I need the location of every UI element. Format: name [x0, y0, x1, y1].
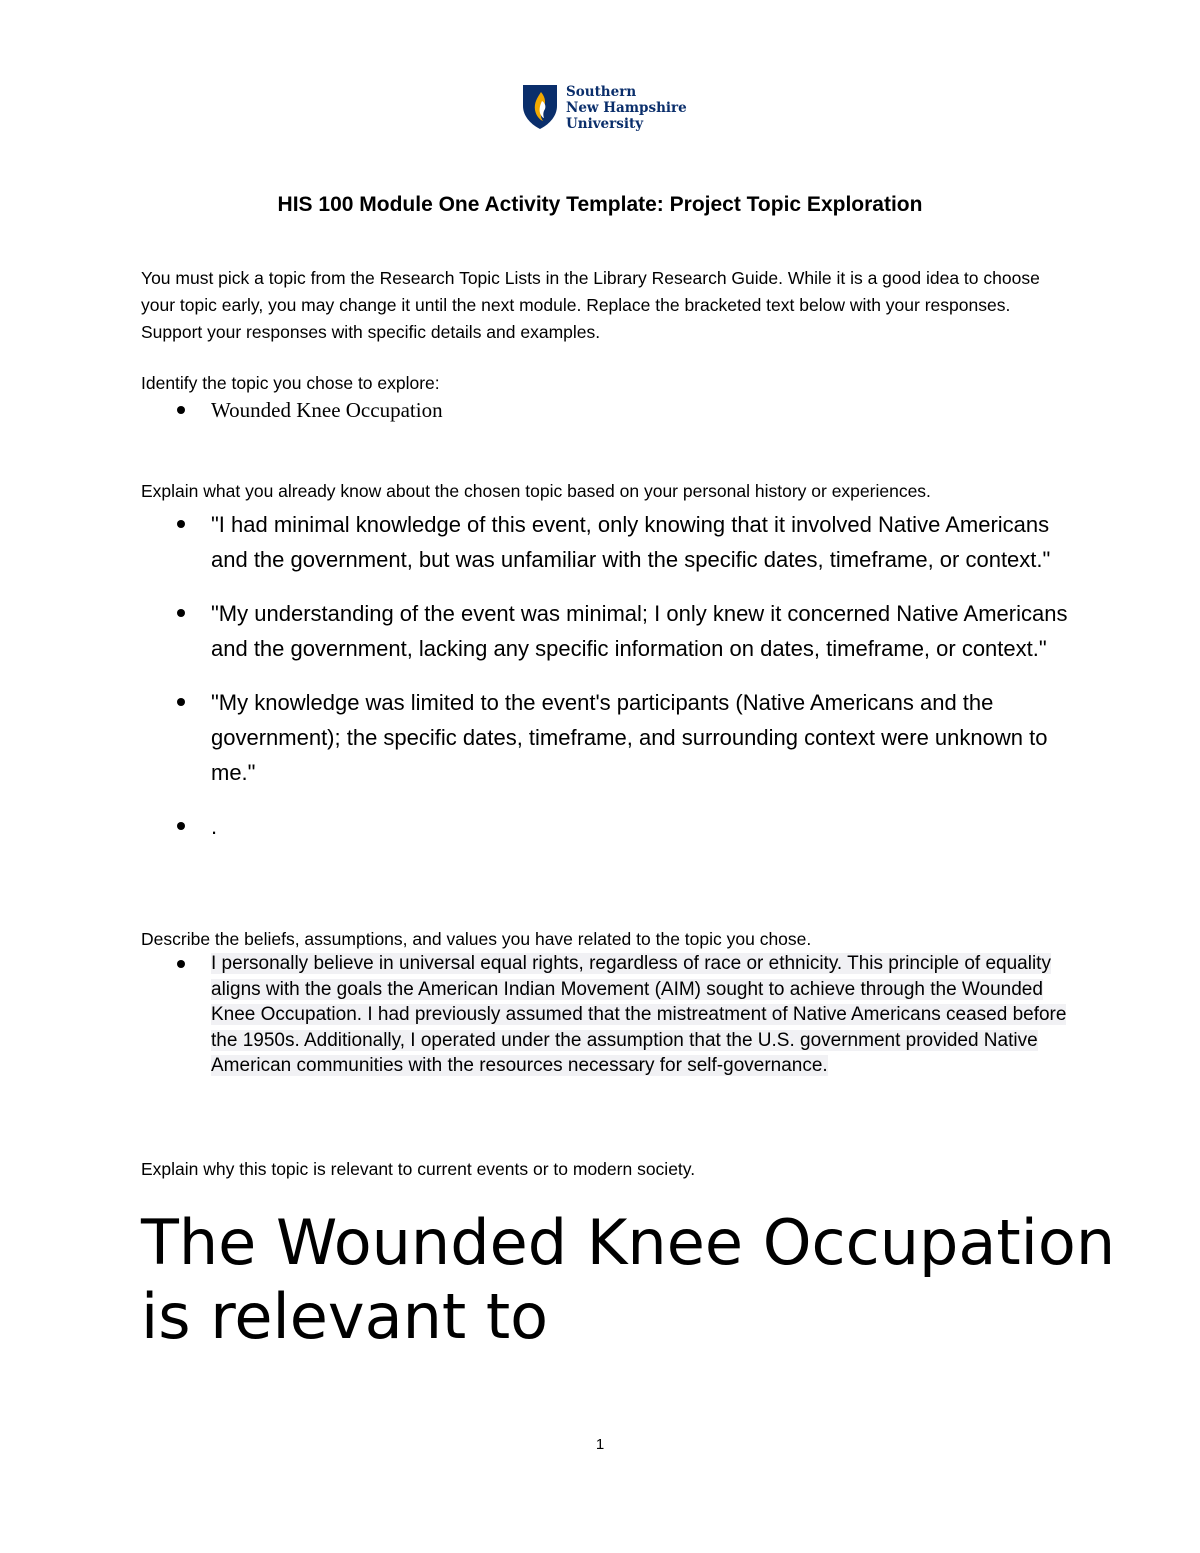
page-number: 1 — [595, 1436, 605, 1453]
bullet-icon — [177, 960, 185, 968]
topic-response[interactable]: Wounded Knee Occupation — [211, 398, 443, 422]
list-item — [141, 809, 1071, 844]
university-logo — [522, 84, 692, 132]
list-item — [141, 507, 1071, 577]
bullet-icon — [177, 406, 185, 414]
knowledge-list — [141, 507, 1071, 863]
knowledge-response-4[interactable]: . — [211, 814, 218, 839]
bullet-icon — [177, 520, 185, 528]
beliefs-list — [141, 951, 1071, 1079]
document-title: HIS 100 Module One Activity Template: Project Topic Exploration — [277, 193, 923, 216]
knowledge-response-1[interactable]: "I had minimal knowledge of this event, only knowing that it involved Native Americans and the government, but was unfamiliar with the specific dates, timeframe, or context." — [211, 512, 1051, 572]
knowledge-response-3[interactable]: "My knowledge was limited to the event's participants (Native Americans and the government); the specific dates, timeframe, and surrounding context were unknown to me." — [211, 690, 1048, 785]
logo-line-3: University — [566, 116, 644, 132]
logo-line-2: New Hampshire — [566, 100, 687, 116]
list-item — [141, 685, 1071, 790]
list-item — [141, 396, 443, 424]
logo-line-1: Southern — [566, 84, 637, 100]
relevance-response[interactable]: The Wounded Knee Occupation is relevant to — [141, 1206, 1116, 1353]
list-item — [141, 596, 1071, 666]
topic-list — [141, 396, 443, 424]
bullet-icon — [177, 698, 185, 706]
intro-paragraph: You must pick a topic from the Research Topic Lists in the Library Research Guide. While it is a good idea to choose your topic early, you may change it until the next module. Replace the bracketed text below with your responses. Support your responses with specific details and examples. — [141, 268, 1040, 342]
bullet-icon — [177, 609, 185, 617]
knowledge-prompt: Explain what you already know about the chosen topic based on your personal history or experiences. — [141, 481, 931, 501]
list-item — [141, 951, 1071, 1079]
bullet-icon — [177, 822, 185, 830]
relevance-prompt: Explain why this topic is relevant to current events or to modern society. — [141, 1159, 696, 1179]
topic-prompt: Identify the topic you chose to explore: — [141, 373, 440, 393]
knowledge-response-2[interactable]: "My understanding of the event was minimal; I only knew it concerned Native Americans and the government, lacking any specific information on dates, timeframe, or context." — [211, 601, 1068, 661]
beliefs-prompt: Describe the beliefs, assumptions, and values you have related to the topic you chose. — [141, 929, 812, 949]
beliefs-response[interactable]: I personally believe in universal equal rights, regardless of race or ethnicity. This principle of equality aligns with the goals the American Indian Movement (AIM) sought to achieve through the Wounded Knee Occupation. I had previously assumed that the mistreatment of Native Americans ceased before the 1950s. Additionally, I operated under the assumption that the U.S. government provided Native American communities with the resources necessary for self-governance. — [211, 953, 1067, 1076]
shield-flame-icon — [522, 84, 558, 130]
logo-wordmark — [566, 84, 687, 132]
